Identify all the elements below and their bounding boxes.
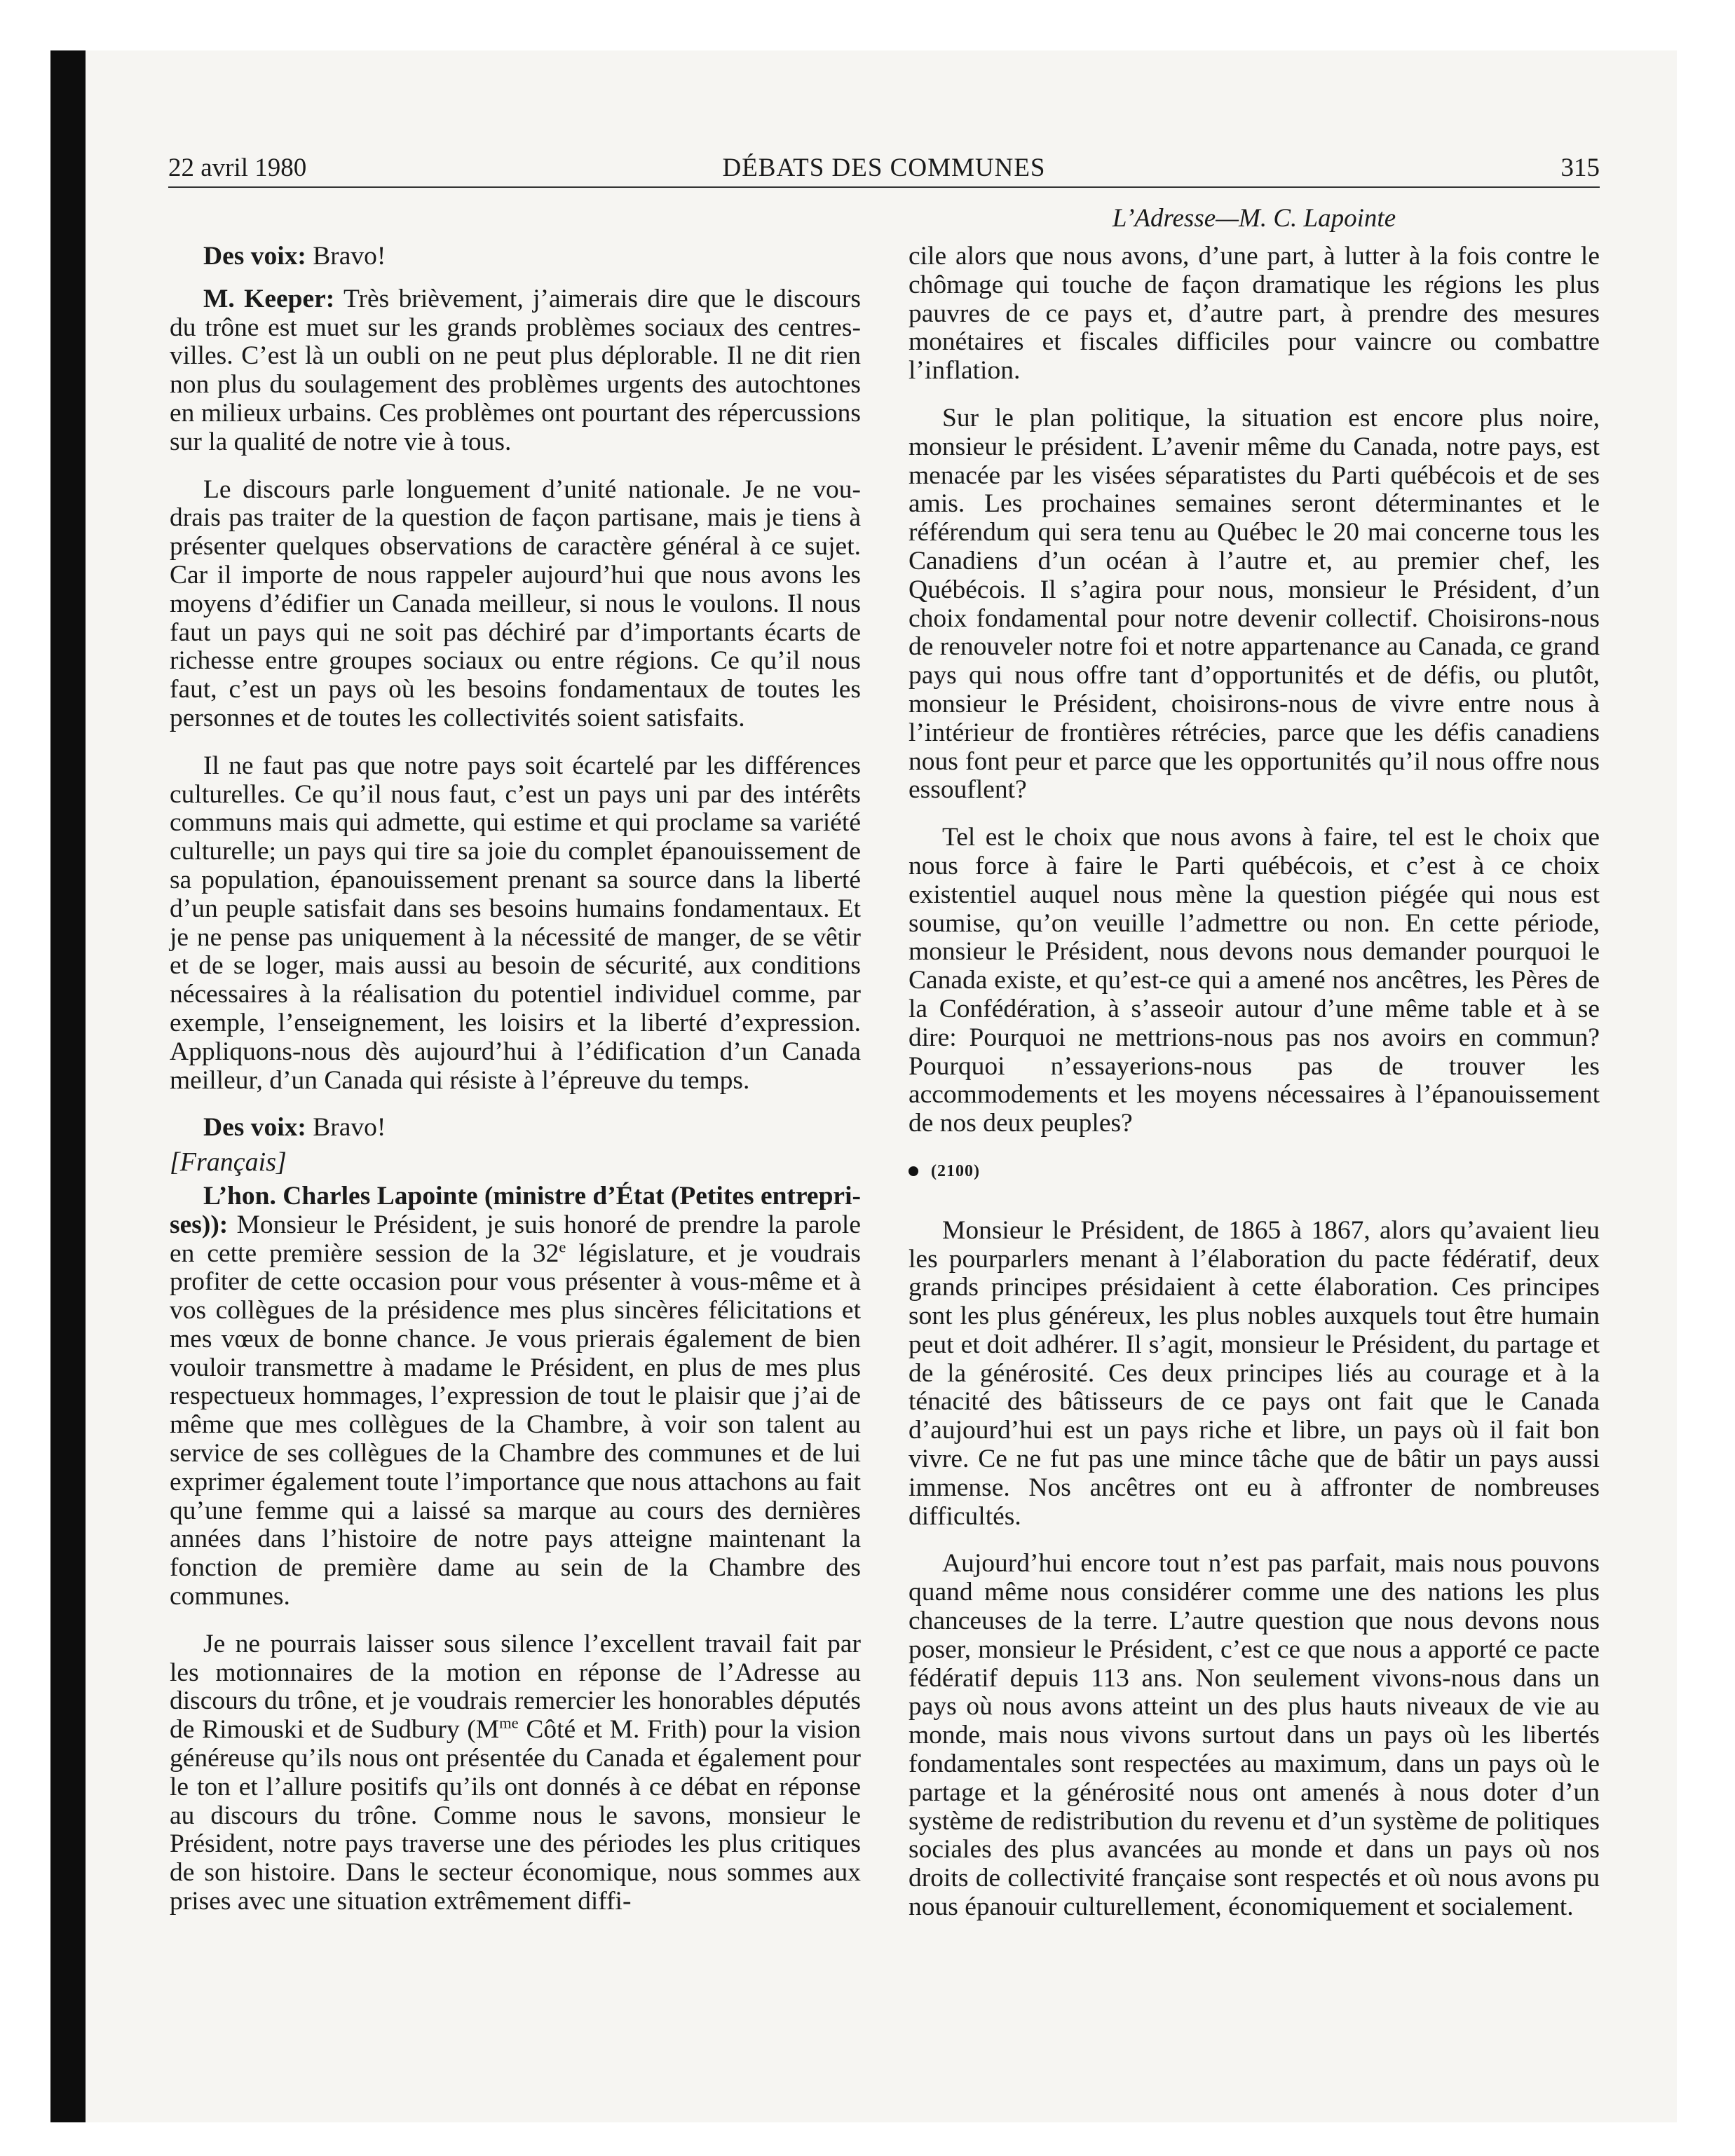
header-date: 22 avril 1980 <box>168 153 307 182</box>
paragraph: Le discours parle longuement d’unité nationale. Je ne voudrais pas traiter de la question de façon partisane, mais je tiens à présenter quelques observations de caractère général à ce sujet. Car il importe de nous rappeler aujourd’hui que nous avons les moyens d’édifier un Canada meilleur, si nous le voulons. Il nous faut un pays qui ne soit pas déchiré par d’importants écarts de richesse entre groupes sociaux ou entre régions. Ce qu’il nous faut, c’est un pays où les besoins fondamentaux de toutes les personnes et de toutes les collectivités soient satisfaits. <box>170 475 861 732</box>
paragraph: cile alors que nous avons, d’une part, à lutter à la fois contre le chômage qui touche de façon dramatique les régions les plus pauvres de ce pays et, d’autre part, à prendre des mesures monétaires et fiscales difficiles pour vaincre ou combattre l’inflation. <box>909 242 1600 386</box>
speech-text: Je ne pourrais laisser sous silence l’excellent travail fait par les motionnaires de la motion en réponse de l’Adresse au discours du trône, et je voudrais remercier les honorables députés de Rimouski et de Sudbury (M <box>170 1629 861 1745</box>
timestamp-marker <box>909 1157 1600 1186</box>
paragraph <box>170 1114 861 1142</box>
bullet-icon <box>909 1166 918 1176</box>
speech-text: Monsieur le Président, je suis honoré de prendre la parole en cette première session de la 32 <box>170 1210 861 1268</box>
speech-text: Bravo! <box>306 1113 386 1142</box>
superscript: me <box>499 1714 519 1732</box>
speech-text: Bravo! <box>306 242 386 271</box>
paragraph: Sur le plan politique, la situation est encore plus noire, monsieur le président. L’avenir même du Canada, notre pays, est menacée par les visées séparatistes du Parti québécois et de ses amis. Les prochaines semaines seront déterminantes et le référendum qui sera tenu au Québec le 20 mai concerne tous les Canadiens d’un océan à l’autre et, au premier chef, les Québécois. Il s’agira pour nous, monsieur le Président, d’un choix fondamental pour notre devenir collectif. Choisirons-nous de renouveler notre foi et notre appartenance au Canada, ce grand pays qui nous offre tant d’opportunités et de défis, ou plutôt, monsieur le Président, choisirons-nous de vivre entre nous à l’intérieur de frontières rétrécies, parce que les défis canadiens nous font peur et parce que les opportunités qu’il nous offre nous essouflent? <box>909 403 1600 805</box>
left-column <box>170 243 861 1935</box>
running-head: L’Adresse—M. C. Lapointe <box>1112 204 1396 233</box>
paragraph: Il ne faut pas que notre pays soit écartelé par les différences culturelles. Ce qu’il nous faut, c’est un pays uni par des intérêts communs mais qui admette, qui estime et qui proclame sa variété culturelle; un pays qui tire sa joie du complet épanouissement de sa population, épanouissement prenant sa source dans la liberté d’un peuple satisfait dans ses besoins humains fondamentaux. Et je ne pense pas uniquement à la nécessité de manger, de se vêtir et de se loger, mais aussi au besoin de sécurité, aux conditions nécessaires à la réalisation du potentiel individuel comme, par exemple, l’enseignement, les loisirs et la liberté d’expression. Appliquons-nous dès aujourd’hui à l’édification d’un Canada meilleur, d’un Canada qui résiste à l’épreuve du temps. <box>170 751 861 1095</box>
header-title: DÉBATS DES COMMUNES <box>722 153 1046 182</box>
speech-text: Côté et M. Frith) pour la vision généreuse qu’ils nous ont présentée du Canada et également pour le ton et l’allure positifs qu’ils ont donnés à ce débat en réponse au discours du trône. Comme nous le savons, monsieur le Président, notre pays traverse une des périodes les plus critiques de son histoire. Dans le secteur économique, nous sommes aux prises avec une situation extrêmement diffi- <box>170 1715 861 1916</box>
timestamp-text: (2100) <box>931 1161 980 1180</box>
paragraph: Tel est le choix que nous avons à faire, tel est le choix que nous force à faire le Parti québécois, et c’est à ce choix existentiel auquel nous mène la question piégée qui nous est soumise, qu’on veuille l’admettre ou non. En cette période, monsieur le Président, nous devons nous demander pourquoi le Canada existe, et qu’est-ce qui a amené nos ancêtres, les Pères de la Confédération, à s’asseoir autour d’une même table et à se dire: Pourquoi ne mettrions-nous pas nos avoirs en commun? Pourquoi n’essayerions-nous pas de trouver les accommodements et les moyens nécessaires à l’épanouissement de nos deux peuples? <box>909 823 1600 1138</box>
speech-text: Très brièvement, j’aimerais dire que le discours du trône est muet sur les grands problèmes sociaux des centres-villes. C’est là un oubli on ne peut plus déplorable. Il ne dit rien non plus du soulagement des problèmes urgents des autochtones en milieux urbains. Ces problèmes ont pourtant des répercussions sur la qualité de notre vie à tous. <box>170 284 861 456</box>
paragraph <box>170 285 861 457</box>
paragraph <box>170 1182 861 1611</box>
speaker-name: L’hon. Charles Lapointe (ministre d’État (Petites entreprises)): <box>170 1181 861 1239</box>
superscript: e <box>559 1238 566 1255</box>
paragraph <box>170 1630 861 1916</box>
paragraph: Monsieur le Président, de 1865 à 1867, alors qu’avaient lieu les pourparlers menant à l’élaboration du pacte fédératif, deux grands principes présidaient à cette élaboration. Ces principes sont les plus généreux, les plus nobles auxquels tout être humain peut et doit adhérer. Il s’agit, monsieur le Président, du partage et de la générosité. Ces deux principes liés au courage et à la ténacité des bâtisseurs de ce pays ont fait que le Canada d’aujourd’hui est un pays riche et libre, un pays où il fait bon vivre. Ce ne fut pas une mince tâche que de bâtir un pays aussi immense. Nos ancêtres ont eu à affronter de nombreuses difficultés. <box>909 1215 1600 1531</box>
speech-text: législature, et je voudrais profiter de cette occasion pour vous présenter à vous-même et à vos collègues de la présidence mes plus sincères félicitations et mes vœux de bonne chance. Je vous prierais également de bien vouloir transmettre à madame le Président, en plus de mes plus respectueux hommages, l’expression de tout le plaisir que j’ai de même que mes collègues de la Chambre, à voir son talent au service de ses collègues de la Chambre des communes et de lui exprimer également toute l’importance que nous attachons au fait qu’une femme qui a laissé sa marque au cours des dernières années dans l’histoire de notre pays atteigne maintenant la fonction de première dame au sein de la Chambre des communes. <box>170 1239 861 1611</box>
right-column <box>909 243 1600 1941</box>
paragraph: Aujourd’hui encore tout n’est pas parfait, mais nous pouvons quand même nous considérer comme une des nations les plus chanceuses de la terre. L’autre question que nous devons nous poser, monsieur le Président, c’est ce que nous a apporté ce pacte fédératif depuis 113 ans. Non seulement vivons-nous dans un pays où nous avons atteint un des plus hauts niveaux de vie au monde, mais nous vivons surtout dans un pays où les libertés fondamentales sont respectées au maximum, dans un pays où le partage et la générosité nous ont amenés à nous doter d’un système de redistribution du revenu et d’un système de politiques sociales des plus avancées au monde et dans un pays où nos droits de collectivité française sont respectés et où nous avons pu nous épanouir culturellement, économiquement et socialement. <box>909 1549 1600 1922</box>
page-header <box>168 153 1600 188</box>
page-number: 315 <box>1560 153 1600 182</box>
speaker-name: Des voix: <box>203 242 306 271</box>
language-tag: [Français] <box>170 1147 287 1178</box>
paragraph <box>170 243 861 271</box>
binding-edge <box>50 50 86 2122</box>
speaker-name: M. Keeper: <box>203 284 335 313</box>
speaker-name: Des voix: <box>203 1113 306 1142</box>
